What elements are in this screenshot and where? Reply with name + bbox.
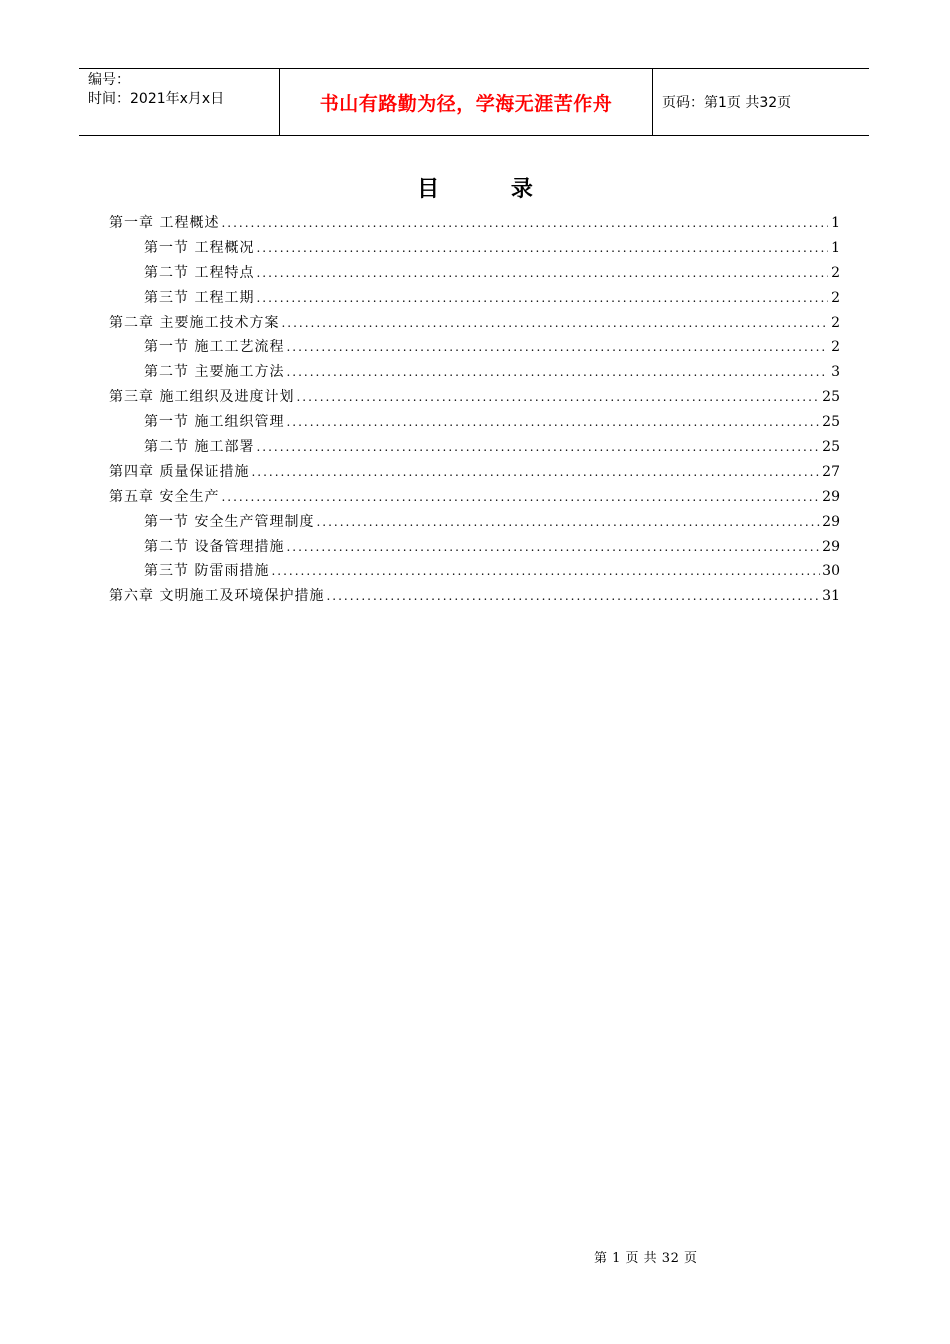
toc-entry-page: 29 [822,538,840,555]
toc-entry-label: 第一章 工程概述 [109,215,220,231]
toc-leader-dots [221,485,820,510]
toc-entry[interactable] [109,261,840,286]
toc-entry-label: 第二章 主要施工技术方案 [109,314,280,331]
toc-entry[interactable] [109,211,840,236]
toc-entry-page: 3 [831,364,840,381]
toc-entry-label: 第四章 质量保证措施 [109,463,250,480]
toc-entry-label: 第一节 施工工艺流程 [144,339,285,356]
toc-entry[interactable] [109,435,840,460]
toc-leader-dots [251,460,820,485]
toc-entry-page: 2 [831,339,840,356]
toc-entry-page: 25 [822,414,840,431]
toc-entry-page: 29 [822,513,840,530]
time-label: 时间：2021年x月x日 [88,91,225,107]
toc-leader-dots [256,236,828,261]
toc-entry[interactable] [109,236,840,261]
toc-entry[interactable] [109,360,840,385]
toc-entry[interactable] [109,485,840,510]
toc-entry-page: 30 [822,563,840,580]
toc-entry-label: 第一节 施工组织管理 [144,414,285,431]
toc-entry[interactable] [109,385,840,410]
toc-leader-dots [316,510,820,535]
toc-entry[interactable] [109,460,840,485]
toc-entry-label: 第一节 安全生产管理制度 [144,513,315,530]
toc-entry-page: 1 [831,239,840,256]
toc-entry-page: 2 [831,289,840,306]
toc-entry-label: 第二节 施工部署 [144,439,255,456]
toc-leader-dots [281,311,828,336]
toc-entry[interactable] [109,584,840,609]
toc-entry[interactable] [109,335,840,360]
toc-entry[interactable] [109,311,840,336]
toc-entry[interactable] [109,559,840,584]
toc-entry-label: 第二节 设备管理措施 [144,538,285,555]
toc-title: 目 录 [417,177,565,202]
page-footer: 第 1 页 共 32 页 [594,1251,698,1266]
toc-entry-label: 第二节 工程特点 [144,264,255,281]
toc-entry-label: 第二节 主要施工方法 [144,364,285,381]
header-page-info: 页码：第1页 共32页 [662,95,792,111]
header-meta [79,69,280,135]
document-header [79,68,869,136]
toc-entry-page: 2 [831,314,840,331]
toc-leader-dots [256,435,820,460]
toc-leader-dots [256,286,828,311]
toc-entry-page: 31 [822,588,840,605]
toc-leader-dots [326,584,820,609]
table-of-contents [109,211,840,609]
toc-leader-dots [286,410,820,435]
toc-entry-label: 第三章 施工组织及进度计划 [109,389,295,406]
toc-leader-dots [286,535,820,560]
toc-entry-label: 第三节 防雷雨措施 [144,563,270,580]
toc-leader-dots [256,261,828,286]
toc-leader-dots [271,559,820,584]
toc-entry-label: 第三节 工程工期 [144,289,255,306]
toc-entry[interactable] [109,535,840,560]
toc-entry-page: 1 [831,215,840,231]
toc-entry[interactable] [109,286,840,311]
toc-entry-page: 25 [822,439,840,456]
header-motto: 书山有路勤为径，学海无涯苦作舟 [280,69,653,135]
toc-entry-page: 25 [822,389,840,406]
toc-entry-label: 第五章 安全生产 [109,488,220,505]
toc-entry-page: 29 [822,488,840,505]
toc-entry-label: 第一节 工程概况 [144,239,255,256]
toc-leader-dots [286,360,828,385]
number-label: 编号： [88,72,130,88]
toc-entry-page: 27 [822,463,840,480]
toc-entry-page: 2 [831,264,840,281]
toc-entry[interactable] [109,510,840,535]
toc-entry[interactable] [109,410,840,435]
toc-leader-dots [221,211,828,236]
toc-leader-dots [286,335,828,360]
toc-leader-dots [296,385,820,410]
toc-entry-label: 第六章 文明施工及环境保护措施 [109,588,325,605]
